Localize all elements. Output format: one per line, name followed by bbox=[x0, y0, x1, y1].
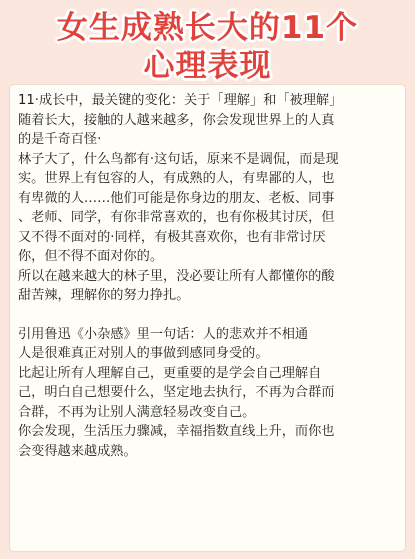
body-line: 11·成长中，最关键的变化：关于「理解」和「被理解」 bbox=[18, 93, 343, 108]
body-line: 你会发现，生活压力骤减，幸福指数直线上升，而你也 bbox=[18, 424, 335, 439]
body-line: 会变得越来越成熟。 bbox=[18, 443, 137, 459]
body-line: 所以在越来越大的林子里，没必要让所有人都懂你的酸 bbox=[18, 268, 335, 284]
body-line: 实。世界上有包容的人，有成熟的人，有卑鄙的人，也 bbox=[18, 171, 335, 186]
body-line: 合群，不再为让别人满意轻易改变自己。 bbox=[18, 404, 256, 420]
body-line: 、老师、同学，有你非常喜欢的，也有你极其讨厌，但 bbox=[18, 210, 335, 225]
body-line: 比起让所有人理解自己，更重要的是学会自己理解自 bbox=[18, 365, 322, 381]
page-title-line-1: 女生成熟长大的11个 bbox=[56, 10, 359, 46]
body-line: 人是很难真正对别人的事做到感同身受的。 bbox=[18, 346, 269, 361]
body-line: 的是千奇百怪· bbox=[18, 132, 102, 147]
article-body bbox=[18, 91, 398, 461]
body-line: 甜苦辣，理解你的努力挣扎。 bbox=[18, 288, 190, 303]
body-line: 林子大了，什么鸟都有·这句话，原来不是调侃，而是现 bbox=[18, 151, 339, 167]
body-line: 随着长大，接触的人越来越多，你会发现世界上的人真 bbox=[18, 112, 335, 128]
body-line: 有卑微的人……他们可能是你身边的朋友、老板、同事 bbox=[18, 190, 335, 206]
body-line: 你，但不得不面对你的。 bbox=[18, 249, 164, 264]
body-line: 引用鲁迅《小杂感》里一句话：人的悲欢并不相通 bbox=[18, 326, 309, 342]
body-line: 己，明白自己想要什么，坚定地去执行，不再为合群而 bbox=[18, 385, 335, 400]
page-title-line-2: 心理表现 bbox=[143, 48, 272, 84]
paragraph-gap bbox=[18, 306, 398, 325]
body-line: 又不得不面对的·同样，有极其喜欢你，也有非常讨厌 bbox=[18, 229, 326, 245]
